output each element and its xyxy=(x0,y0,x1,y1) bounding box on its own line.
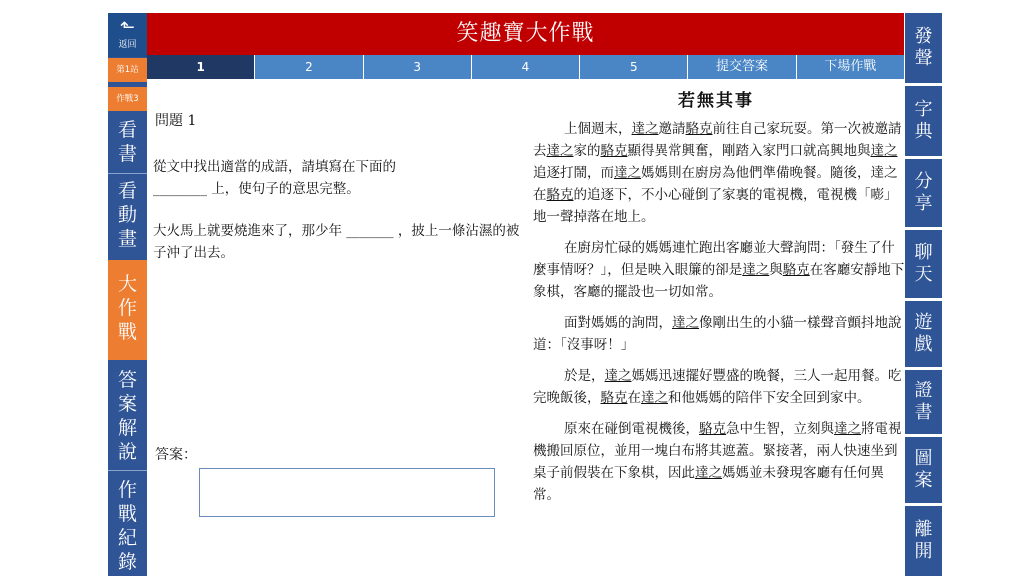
story-segment: 顯得異常興奮，剛踏入家門口就高興地與 xyxy=(627,143,871,159)
story-segment: 媽媽則在廚房為他們準備晚餐。隨後，達之在 xyxy=(533,165,898,203)
question-sentence: 大火馬上就要燒進來了，那少年 _______ ，披上一條沾濕的被子沖了出去。 xyxy=(153,223,520,261)
share-button[interactable] xyxy=(905,159,942,227)
name-mark: 駱克 xyxy=(782,262,810,278)
game-button[interactable] xyxy=(905,301,942,367)
name-mark: 達之 xyxy=(742,262,770,278)
story-segment: 原來在碰倒電視機後， xyxy=(564,421,700,437)
name-mark: 達之 xyxy=(641,390,668,406)
story-segment: 和他媽媽的陪伴下安全回到家中。 xyxy=(668,390,871,406)
story-paragraph xyxy=(533,312,905,356)
story-title: 若無其事 xyxy=(678,91,754,111)
story-segment: 邀請 xyxy=(658,121,686,137)
voice-button[interactable] xyxy=(905,13,942,83)
instruction-line: ________ 上，使句子的意思完整。 xyxy=(153,181,360,197)
story-paragraph xyxy=(533,365,905,409)
story-segment: 的追逐下，不小心碰倒了家裏的電視機，電視機「嘭」地一聲掉落在地上。 xyxy=(533,187,898,225)
story-segment: 在客廳安靜地下象棋，客廳的擺設也一切如常。 xyxy=(533,262,905,300)
sidebar-item-label: 作戰紀錄 xyxy=(117,479,137,573)
name-mark: 達之 xyxy=(695,465,722,481)
battle-tag: 作戰3 xyxy=(108,87,147,111)
story-segment: 追逐打鬧，而 xyxy=(533,165,614,181)
page-title: 笑趣寶大作戰 xyxy=(147,13,904,55)
story-segment: 與 xyxy=(769,262,783,278)
exit-button[interactable] xyxy=(905,506,942,576)
tab-stage-1[interactable]: 1 xyxy=(147,55,255,79)
story-segment: 前往自己家玩耍。第一次被邀請去 xyxy=(533,121,902,159)
back-button[interactable] xyxy=(108,13,147,57)
back-arrow-icon: ⬑ xyxy=(119,17,136,38)
story-segment: 急中生智，立刻與 xyxy=(726,421,835,437)
answer-input[interactable] xyxy=(199,468,495,517)
name-mark: 達之 xyxy=(672,315,700,331)
certificate-button[interactable] xyxy=(905,370,942,434)
dictionary-button[interactable] xyxy=(905,86,942,156)
name-mark: 達之 xyxy=(614,165,641,181)
voice-label: 發聲 xyxy=(914,26,933,69)
name-mark: 駱克 xyxy=(685,121,713,137)
story-text xyxy=(533,118,905,515)
tab-stage-4[interactable]: 4 xyxy=(472,55,580,79)
story-segment: 在 xyxy=(627,390,641,406)
sidebar-divider xyxy=(108,470,147,471)
instruction-line: 從文中找出適當的成語，請填寫在下面的 xyxy=(153,159,396,175)
story-segment: 媽媽並未發現客廳有任何異常。 xyxy=(533,465,884,503)
next-battle-button[interactable]: 下場作戰 xyxy=(824,59,877,74)
sidebar-item-label: 大作戰 xyxy=(117,273,137,343)
story-segment: 在廚房忙碌的媽媽連忙跑出客廳並大聲詢問：「發生了什麼事情呀？」，但是映入眼簾的卻是 xyxy=(533,240,895,278)
sidebar-item-label: 看動畫 xyxy=(117,180,137,250)
name-mark: 駱克 xyxy=(546,187,574,203)
sidebar-item-read-book[interactable] xyxy=(108,114,147,170)
story-segment: 像剛出生的小貓一樣聲音顫抖地說道：「沒事呀！」 xyxy=(533,315,902,353)
exit-label: 離開 xyxy=(914,519,933,562)
dictionary-label: 字典 xyxy=(914,99,933,142)
submit-answer-button[interactable]: 提交答案 xyxy=(688,55,796,79)
name-mark: 駱克 xyxy=(600,143,628,159)
story-segment: 將電視機搬回原位，並用一塊白布將其遮蓋。緊接著，兩人快速坐到桌子前假裝在下象棋，因此 xyxy=(533,421,902,481)
name-mark: 達之 xyxy=(604,368,632,384)
tab-stage-3[interactable]: 3 xyxy=(364,55,472,79)
answer-label: 答案： xyxy=(155,447,197,463)
name-mark: 駱克 xyxy=(600,390,628,406)
name-mark: 達之 xyxy=(870,143,898,159)
question-title: 問題 1 xyxy=(155,113,197,129)
sidebar-item-big-battle[interactable] xyxy=(108,260,147,360)
chat-label: 聊天 xyxy=(914,242,933,285)
story-segment: 上個週末， xyxy=(564,121,632,137)
story-segment: 於是， xyxy=(564,368,605,384)
story-paragraph xyxy=(533,237,905,303)
tab-stage-2[interactable]: 2 xyxy=(255,55,363,79)
stage-tabs xyxy=(147,55,904,79)
story-segment: 家的 xyxy=(573,143,601,159)
tab-stage-5[interactable]: 5 xyxy=(580,55,688,79)
name-mark: 駱克 xyxy=(699,421,727,437)
name-mark: 達之 xyxy=(834,421,862,437)
name-mark: 達之 xyxy=(546,143,574,159)
question-instruction xyxy=(153,156,523,200)
story-segment: 面對媽媽的詢問， xyxy=(564,315,673,331)
certificate-label: 證書 xyxy=(914,380,933,423)
chat-button[interactable] xyxy=(905,230,942,298)
story-paragraph xyxy=(533,118,905,228)
sidebar-item-label: 答案解說 xyxy=(117,369,137,463)
pattern-button[interactable] xyxy=(905,437,942,503)
stage-tag: 第1站 xyxy=(108,58,147,82)
back-label: 返回 xyxy=(118,40,137,50)
sidebar-item-battle-record[interactable] xyxy=(108,474,147,576)
sidebar-item-watch-animation[interactable] xyxy=(108,176,147,256)
sidebar-divider xyxy=(108,173,147,174)
share-label: 分享 xyxy=(914,171,933,214)
story-segment: 媽媽迅速擺好豐盛的晚餐，三人一起用餐。吃完晚飯後， xyxy=(533,368,902,406)
pattern-label: 圖案 xyxy=(914,448,933,491)
game-label: 遊戲 xyxy=(914,312,933,355)
story-paragraph xyxy=(533,418,905,506)
sidebar-item-label: 看書 xyxy=(117,119,137,165)
sidebar-item-answer-explanation[interactable] xyxy=(108,364,147,468)
name-mark: 達之 xyxy=(631,121,659,137)
